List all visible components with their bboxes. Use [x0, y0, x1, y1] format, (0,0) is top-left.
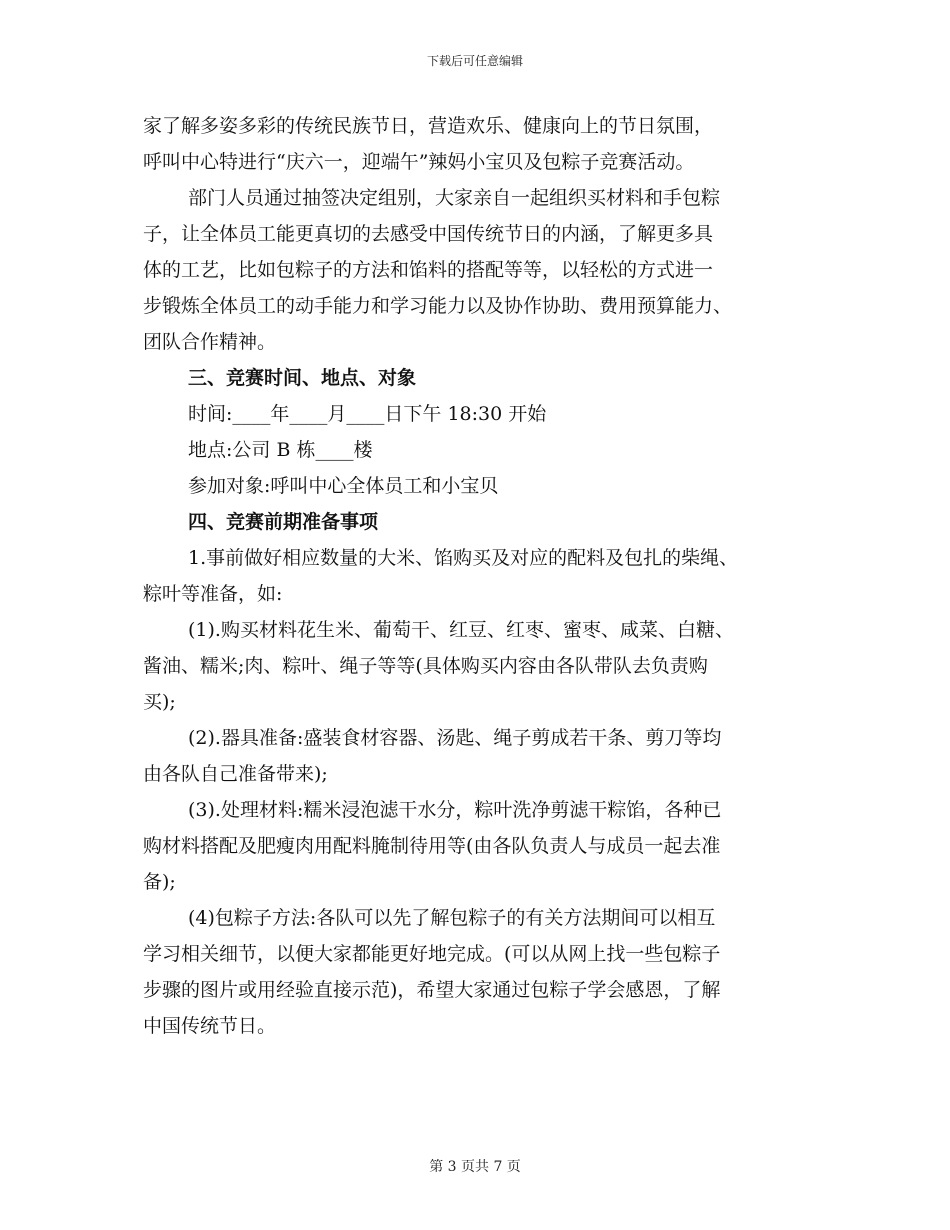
document-body — [143, 108, 808, 1044]
text-line: 1.事前做好相应数量的大米、馅购买及对应的配料及包扎的柴绳、 — [188, 547, 739, 569]
text-line: 部门人员通过抽签决定组别，大家亲自一起组织买材料和手包粽 — [188, 187, 721, 209]
text-line: (4)包粽子方法:各队可以先了解包粽子的有关方法期间可以相互 — [188, 907, 716, 929]
text-line: 备); — [143, 871, 176, 893]
text-line: 酱油、糯米;肉、粽叶、绳子等等(具体购买内容由各队带队去负责购 — [143, 655, 708, 677]
text-line: 由各队自己准备带来); — [143, 763, 328, 785]
text-line: 步骤的图片或用经验直接示范)，希望大家通过包粽子学会感恩，了解 — [143, 979, 721, 1001]
text-line: (2).器具准备:盛装食材容器、汤匙、绳子剪成若干条、剪刀等均 — [188, 727, 722, 749]
text-line: 学习相关细节，以便大家都能更好地完成。(可以从网上找一些包粽子 — [143, 943, 721, 965]
page-header: 下载后可任意编辑 — [426, 54, 523, 68]
section-heading: 四、竞赛前期准备事项 — [188, 511, 379, 533]
text-line: 购材料搭配及肥瘦肉用配料腌制待用等(由各队负责人与成员一起去准 — [143, 835, 721, 857]
text-line: 时间:____年____月____日下午 18:30 开始 — [188, 403, 547, 425]
text-line: 子，让全体员工能更真切的去感受中国传统节日的内涵，了解更多具 — [143, 223, 714, 245]
text-line: 粽叶等准备，如: — [143, 583, 283, 605]
text-line: 买); — [143, 691, 176, 713]
text-line: (1).购买材料花生米、葡萄干、红豆、红枣、蜜枣、咸菜、白糖、 — [188, 619, 734, 641]
text-line: 呼叫中心特进行“庆六一，迎端午”辣妈小宝贝及包粽子竞赛活动。 — [143, 151, 695, 173]
text-line: 团队合作精神。 — [143, 331, 277, 353]
text-line: 中国传统节日。 — [143, 1015, 277, 1037]
text-line: 参加对象:呼叫中心全体员工和小宝贝 — [188, 475, 499, 497]
text-line: 步锻炼全体员工的动手能力和学习能力以及协作协助、费用预算能力、 — [143, 295, 733, 317]
text-line: (3).处理材料:糯米浸泡滤干水分，粽叶洗净剪滤干粽馅，各种已 — [188, 799, 722, 821]
text-line: 地点:公司 B 栋____楼 — [188, 439, 373, 461]
section-heading: 三、竞赛时间、地点、对象 — [188, 367, 417, 389]
text-line: 体的工艺，比如包粽子的方法和馅料的搭配等等，以轻松的方式进一 — [143, 259, 714, 281]
page-footer: 第 3 页共 7 页 — [429, 1159, 521, 1175]
text-line: 家了解多姿多彩的传统民族节日，营造欢乐、健康向上的节日氛围， — [143, 115, 714, 137]
